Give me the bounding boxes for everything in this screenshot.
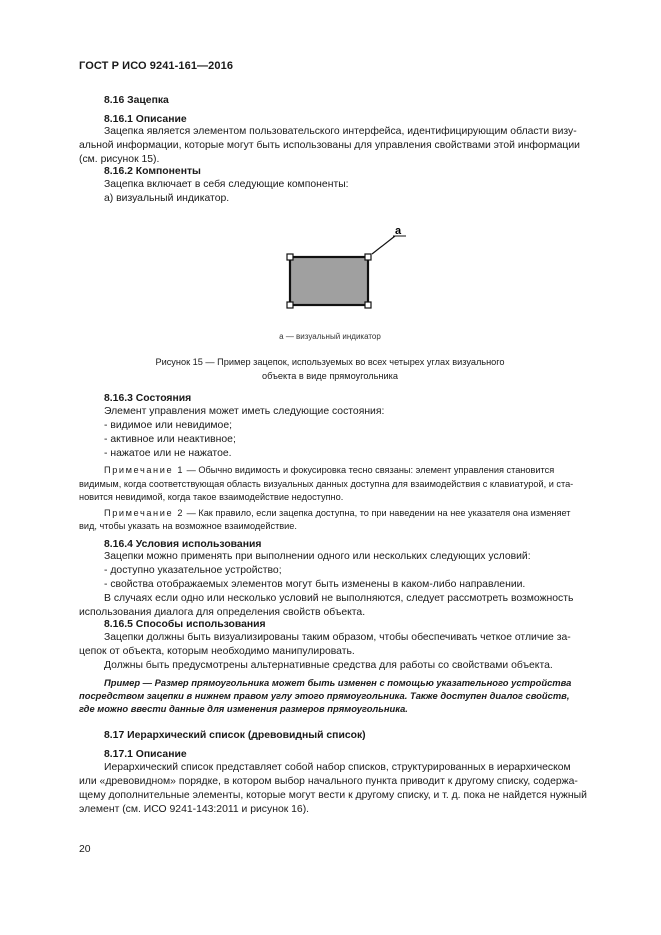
paragraph-line: Зацепка является элементом пользовательского интерфейса, идентифицирующим области визу- — [104, 126, 577, 137]
paragraph-line: а) визуальный индикатор. — [104, 193, 230, 204]
note-1-line: новится невидимой, когда такое взаимодействие недоступно. — [79, 492, 344, 502]
leader-line — [372, 236, 395, 254]
list-item: - видимое или невидимое; — [104, 420, 232, 431]
section-8-16-5-title: 8.16.5 Способы использования — [104, 619, 266, 630]
figure-legend: a — визуальный индикатор — [279, 332, 381, 341]
section-8-16-title: 8.16 Зацепка — [104, 95, 169, 106]
list-item: - нажатое или не нажатое. — [104, 448, 232, 459]
paragraph-line: Зацепки должны быть визуализированы таким образом, чтобы обеспечивать четкое отличие за- — [104, 632, 571, 643]
paragraph-line: использования диалога для определения свойств объекта. — [79, 607, 366, 618]
note-label: Примечание 1 — [104, 465, 185, 475]
paragraph-line: (см. рисунок 15). — [79, 154, 160, 165]
note-2-line: вид, чтобы указать на возможное взаимодействие. — [79, 521, 297, 531]
figure-caption-line: объекта в виде прямоугольника — [262, 371, 398, 381]
paragraph-line: или «древовидном» порядке, в котором выбор начального пункта приводит к другому списку, содержа- — [79, 776, 578, 787]
paragraph-line: Зацепки можно применять при выполнении одного или нескольких следующих условий: — [104, 551, 531, 562]
list-item: - свойства отображаемых элементов могут быть изменены в каком-либо направлении. — [104, 579, 526, 590]
paragraph-line: Зацепка включает в себя следующие компоненты: — [104, 179, 349, 190]
paragraph-line: В случаях если одно или несколько условий не выполняются, следует рассмотреть возможность — [104, 593, 574, 604]
note-1-line: видимым, когда соответствующая область визуальных данных доступна для взаимодействия с клавиатурой, и ста- — [79, 479, 574, 489]
paragraph-line: цепок от объекта, которым необходимо манипулировать. — [79, 646, 355, 657]
paragraph-line: Элемент управления может иметь следующие состояния: — [104, 406, 385, 417]
document-header: ГОСТ Р ИСО 9241-161—2016 — [79, 60, 234, 72]
handle-top-right — [365, 254, 371, 260]
section-8-16-4-title: 8.16.4 Условия использования — [104, 539, 262, 550]
paragraph-line: альной информации, которые могут быть использованы для управления свойствами этой информации — [79, 140, 580, 151]
note-label: Примечание 2 — [104, 508, 185, 518]
section-8-16-1-title: 8.16.1 Описание — [104, 114, 187, 125]
section-8-16-3-title: 8.16.3 Состояния — [104, 393, 192, 404]
figure-15-handles — [280, 222, 410, 317]
handle-top-left — [287, 254, 293, 260]
handle-bottom-left — [287, 302, 293, 308]
handle-bottom-right — [365, 302, 371, 308]
list-item: - доступно указательное устройство; — [104, 565, 282, 576]
list-item: - активное или неактивное; — [104, 434, 236, 445]
page-number: 20 — [79, 844, 91, 855]
example-line: Пример — Размер прямоугольника может быть изменен с помощью указательного устройства — [104, 677, 572, 688]
paragraph-line: Иерархический список представляет собой набор списков, структурированных в иерархическом — [104, 762, 571, 773]
paragraph-line: Должны быть предусмотрены альтернативные средства для работы со свойствами объекта. — [104, 660, 553, 671]
figure-caption-line: Рисунок 15 — Пример зацепок, используемых во всех четырех углах визуального — [155, 357, 505, 367]
example-line: где можно ввести данные для изменения размеров прямоугольника. — [79, 703, 408, 714]
section-8-17-1-title: 8.17.1 Описание — [104, 749, 187, 760]
figure-marker: a — [395, 225, 402, 237]
paragraph-line: элемент (см. ИСО 9241-143:2011 и рисунок 16). — [79, 804, 310, 815]
section-8-17-title: 8.17 Иерархический список (древовидный список) — [104, 730, 366, 741]
example-line: посредством зацепки в нижнем правом углу этого прямоугольника. Также доступен диалог свойств, — [79, 690, 570, 701]
section-8-16-2-title: 8.16.2 Компоненты — [104, 166, 201, 177]
rectangle-object — [290, 257, 368, 305]
note-2-line: Примечание 2 — Как правило, если зацепка доступна, то при наведении на нее указателя она изменяет — [104, 508, 571, 518]
paragraph-line: щему дополнительные элементы, которые могут вести к другому списку, и т. д. пока не найдется нужный — [79, 790, 587, 801]
note-1-line: Примечание 1 — Обычно видимость и фокусировка тесно связаны: элемент управления становится — [104, 465, 555, 475]
